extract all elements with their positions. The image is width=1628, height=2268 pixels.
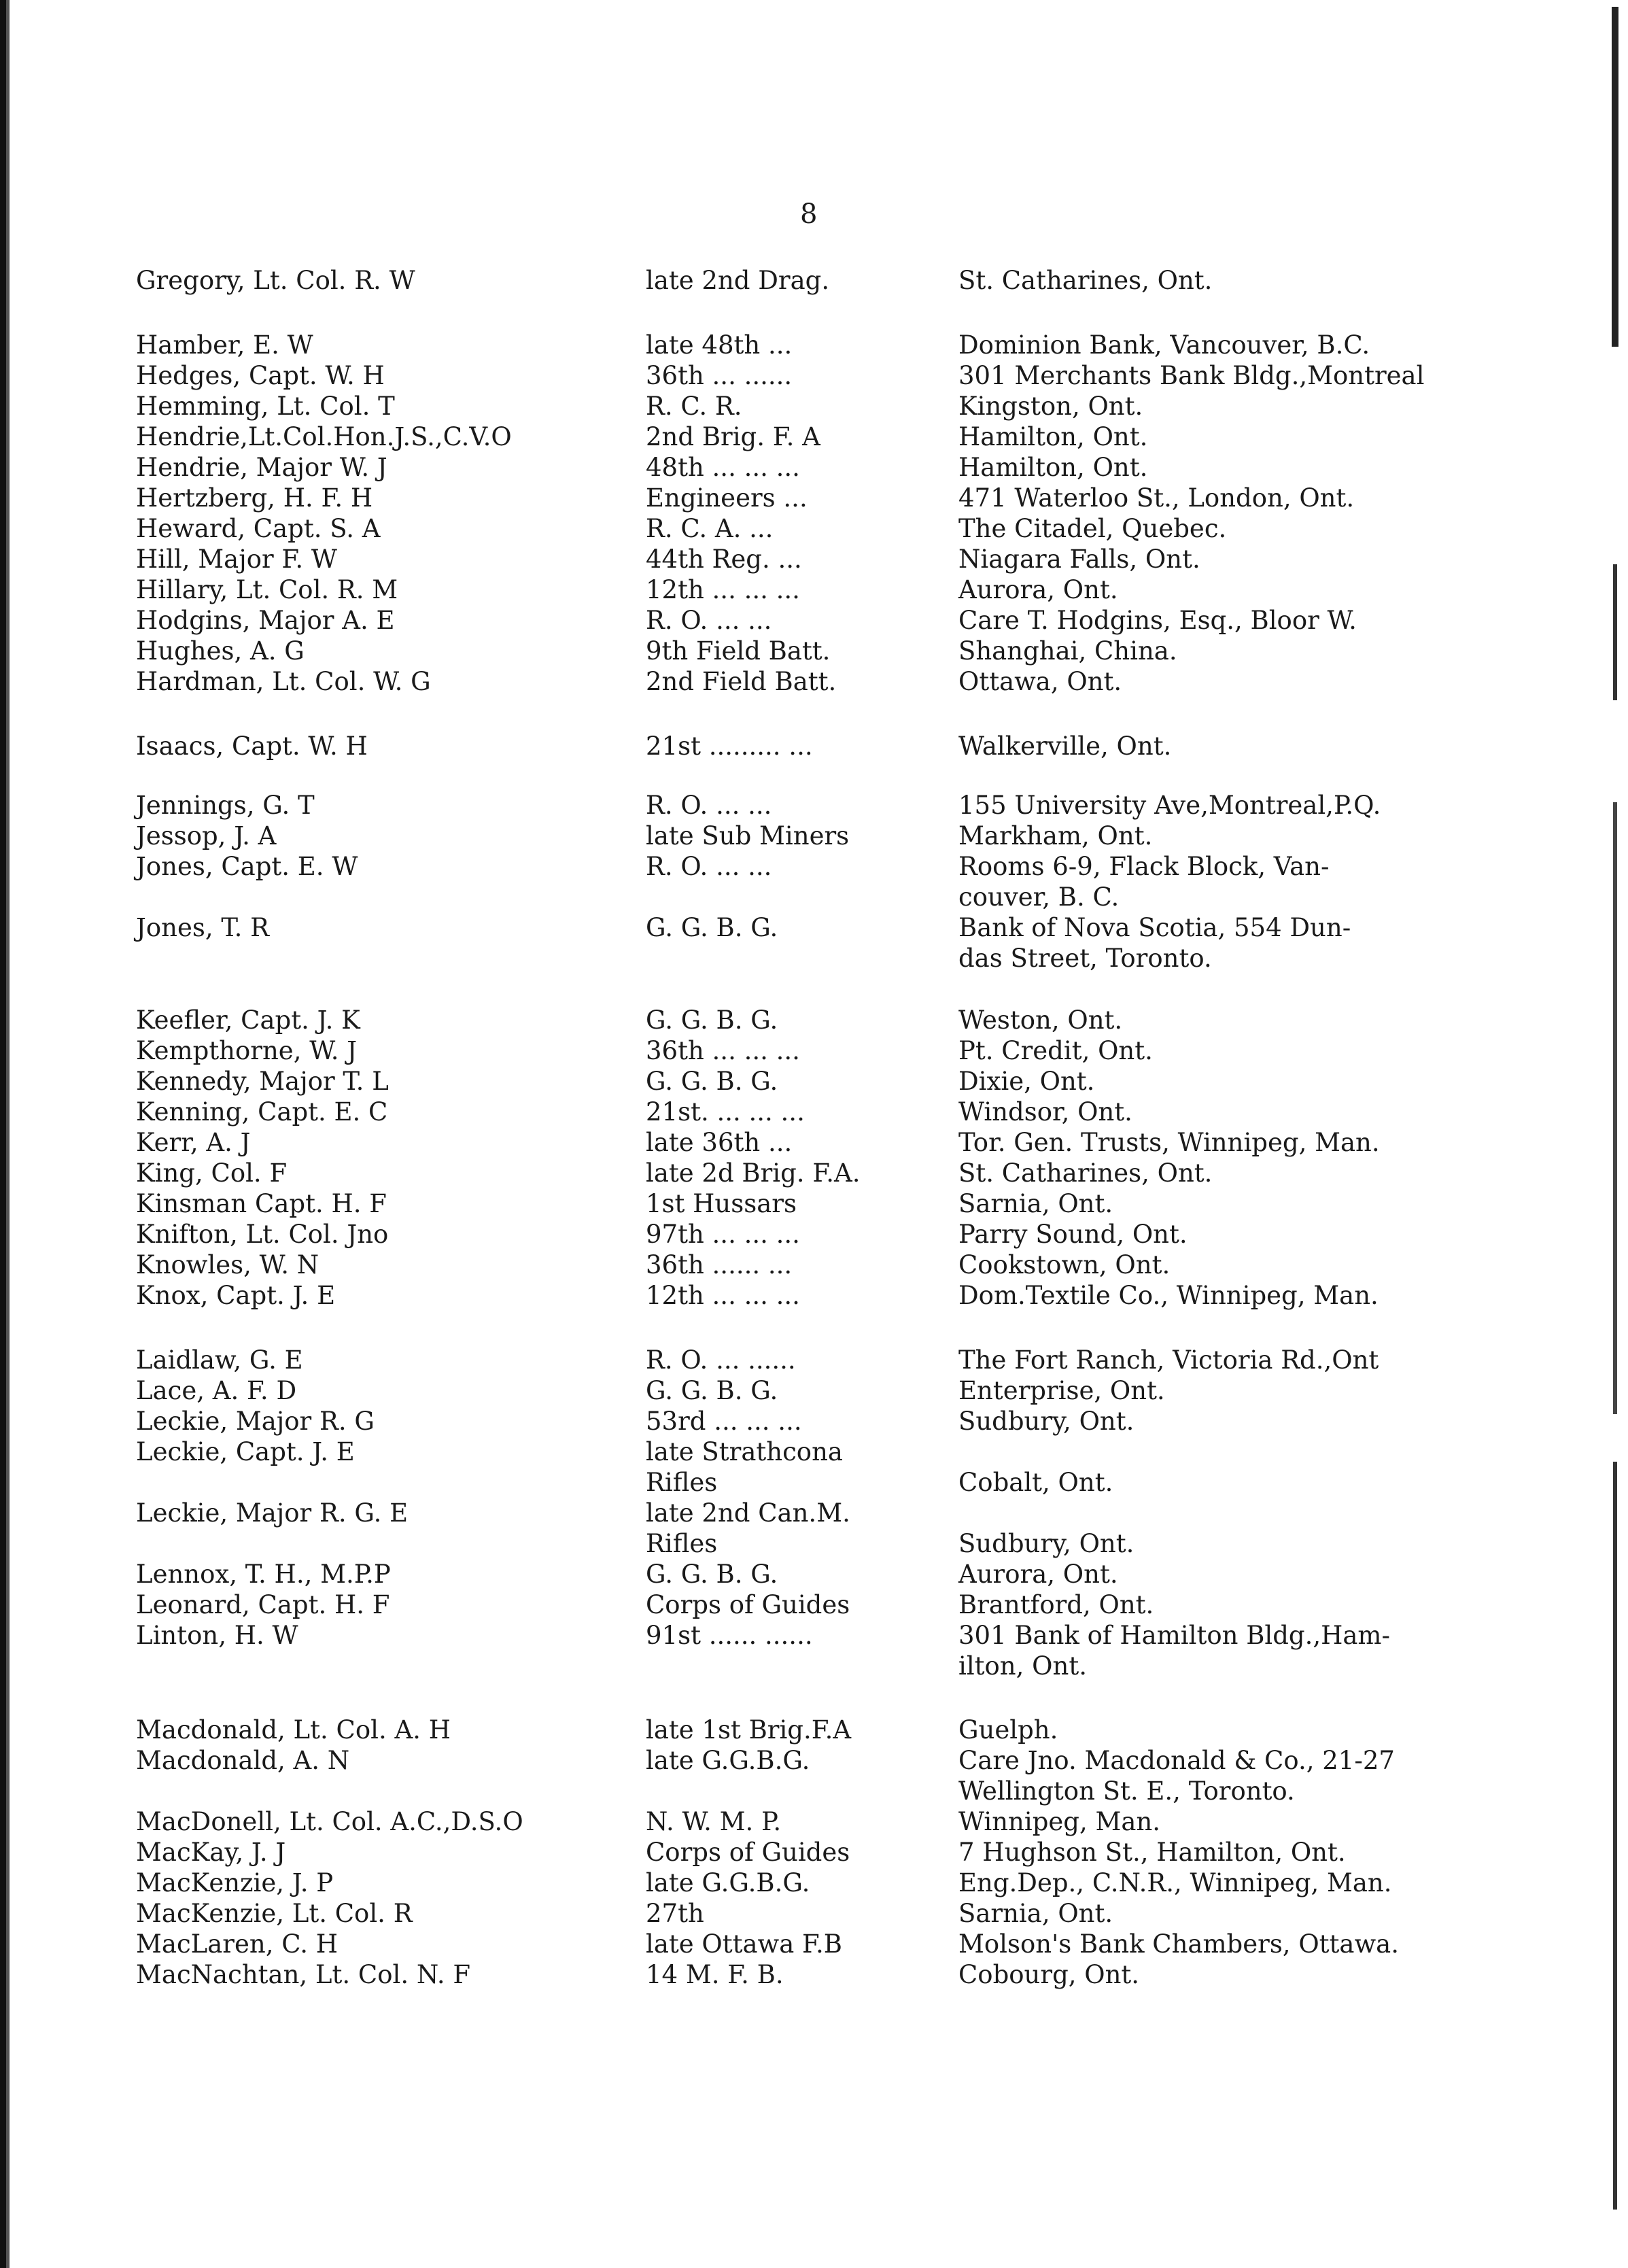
- page-number: 8: [800, 199, 818, 230]
- directory-entry: [136, 1375, 1495, 1407]
- entry-name: Leonard, Capt. H. F: [136, 1590, 390, 1619]
- entry-address: Care Jno. Macdonald & Co., 21-27: [958, 1746, 1395, 1775]
- directory-entry: [136, 1437, 1495, 1468]
- entry-name: King, Col. F: [136, 1158, 288, 1188]
- entry-address: 155 University Ave,Montreal,P.Q.: [958, 791, 1381, 820]
- entry-address: Sudbury, Ont.: [958, 1407, 1135, 1436]
- entry-unit: 9th Field Batt.: [646, 636, 831, 666]
- entry-address: Niagara Falls, Ont.: [958, 545, 1200, 574]
- entry-name: Knifton, Lt. Col. Jno: [136, 1220, 389, 1249]
- directory-entry: [136, 483, 1495, 514]
- entry-address: Cookstown, Ont.: [958, 1250, 1171, 1279]
- directory-entry: [136, 574, 1495, 606]
- entry-address: Eng.Dep., C.N.R., Winnipeg, Man.: [958, 1868, 1392, 1897]
- entry-address: Cobalt, Ont.: [958, 1468, 1113, 1497]
- entry-name: Hughes, A. G: [136, 636, 305, 666]
- directory-entry: [136, 605, 1495, 636]
- directory-entry: [136, 1868, 1495, 1899]
- entry-unit: late Ottawa F.B: [646, 1929, 842, 1959]
- entry-address: St. Catharines, Ont.: [958, 266, 1213, 295]
- entry-name: Lennox, T. H., M.P.P: [136, 1560, 391, 1589]
- entry-unit: 12th ... ... ...: [646, 1281, 800, 1310]
- entry-address: Hamilton, Ont.: [958, 422, 1148, 451]
- entry-name: Kempthorne, W. J: [136, 1036, 358, 1065]
- directory-entry: [136, 422, 1495, 453]
- entry-address: Wellington St. E., Toronto.: [958, 1776, 1295, 1806]
- entry-unit: 36th ... ......: [646, 361, 793, 390]
- directory-entry: [136, 1188, 1495, 1220]
- entry-unit: R. O. ... ...: [646, 852, 772, 881]
- directory-entry: [136, 1590, 1495, 1621]
- entry-unit: Corps of Guides: [646, 1590, 850, 1619]
- entry-name: MacKenzie, J. P: [136, 1868, 334, 1897]
- entry-unit: late 1st Brig.F.A: [646, 1715, 852, 1745]
- directory-entry: [136, 666, 1495, 698]
- entry-name: Keefler, Capt. J. K: [136, 1006, 360, 1035]
- entry-address: Sarnia, Ont.: [958, 1189, 1113, 1218]
- entry-name: Isaacs, Capt. W. H: [136, 732, 368, 761]
- entry-address: Bank of Nova Scotia, 554 Dun-: [958, 913, 1351, 942]
- entry-unit: 2nd Field Batt.: [646, 667, 837, 696]
- entry-name: Kerr, A. J: [136, 1128, 251, 1157]
- entry-name: Kenning, Capt. E. C: [136, 1097, 388, 1127]
- entry-address: ilton, Ont.: [958, 1651, 1087, 1681]
- entry-name: Kinsman Capt. H. F: [136, 1189, 387, 1218]
- entry-unit: 48th ... ... ...: [646, 453, 800, 482]
- directory-entry: [136, 821, 1495, 852]
- directory-entry: [136, 1406, 1495, 1437]
- entry-address: Walkerville, Ont.: [958, 732, 1172, 761]
- entry-unit: G. G. B. G.: [646, 1006, 778, 1035]
- entry-name: Macdonald, Lt. Col. A. H: [136, 1715, 451, 1745]
- entry-unit: 14 M. F. B.: [646, 1960, 784, 1989]
- entry-name: Linton, H. W: [136, 1621, 298, 1650]
- directory-entry: [136, 1250, 1495, 1281]
- entry-unit: 97th ... ... ...: [646, 1220, 800, 1249]
- directory-entry: [136, 1035, 1495, 1067]
- directory-entry: [136, 1097, 1495, 1128]
- directory-entry: [136, 943, 1495, 974]
- entry-address: Rooms 6-9, Flack Block, Van-: [958, 852, 1330, 881]
- entry-unit: late G.G.B.G.: [646, 1868, 810, 1897]
- entry-address: 301 Merchants Bank Bldg.,Montreal: [958, 361, 1425, 390]
- scan-edge-left: [0, 0, 14, 2268]
- entry-name: Hedges, Capt. W. H: [136, 361, 385, 390]
- entry-name: Leckie, Major R. G: [136, 1407, 375, 1436]
- entry-unit: 12th ... ... ...: [646, 575, 800, 604]
- scan-edge-right-mark: [1613, 802, 1617, 1414]
- entry-unit: G. G. B. G.: [646, 1560, 778, 1589]
- entry-address: Pt. Credit, Ont.: [958, 1036, 1153, 1065]
- entry-address: 7 Hughson St., Hamilton, Ont.: [958, 1838, 1346, 1867]
- entry-address: das Street, Toronto.: [958, 944, 1212, 973]
- directory-entry: [136, 1715, 1495, 1746]
- entry-unit: Rifles: [646, 1468, 718, 1497]
- entry-name: Gregory, Lt. Col. R. W: [136, 266, 415, 295]
- entry-name: Hamber, E. W: [136, 330, 313, 360]
- entry-name: Hemming, Lt. Col. T: [136, 392, 395, 421]
- entry-unit: R. O. ... ...: [646, 606, 772, 635]
- directory-entry: [136, 360, 1495, 392]
- entry-address: Weston, Ont.: [958, 1006, 1123, 1035]
- entry-address: 471 Waterloo St., London, Ont.: [958, 483, 1355, 513]
- entry-address: Dominion Bank, Vancouver, B.C.: [958, 330, 1370, 360]
- entry-address: Aurora, Ont.: [958, 1560, 1118, 1589]
- directory-entry: [136, 1959, 1495, 1991]
- entry-name: MacLaren, C. H: [136, 1929, 339, 1959]
- entry-name: Lace, A. F. D: [136, 1376, 297, 1405]
- entry-unit: G. G. B. G.: [646, 1376, 778, 1405]
- entry-unit: late 2d Brig. F.A.: [646, 1158, 861, 1188]
- entry-name: Hardman, Lt. Col. W. G: [136, 667, 431, 696]
- entry-unit: 36th ...... ...: [646, 1250, 793, 1279]
- entry-unit: G. G. B. G.: [646, 1067, 778, 1096]
- entry-address: Winnipeg, Man.: [958, 1807, 1161, 1836]
- directory-entry: [136, 1806, 1495, 1838]
- entry-address: Guelph.: [958, 1715, 1058, 1745]
- entry-address: Ottawa, Ont.: [958, 667, 1122, 696]
- entry-unit: G. G. B. G.: [646, 913, 778, 942]
- directory-entry: [136, 1280, 1495, 1311]
- entry-unit: 21st ......... ...: [646, 732, 813, 761]
- entry-unit: 1st Hussars: [646, 1189, 797, 1218]
- entry-name: Jones, T. R: [136, 913, 269, 942]
- entry-name: Hodgins, Major A. E: [136, 606, 395, 635]
- entry-unit: 2nd Brig. F. A: [646, 422, 820, 451]
- directory-entry: [136, 1498, 1495, 1529]
- entry-address: Enterprise, Ont.: [958, 1376, 1165, 1405]
- entry-address: Aurora, Ont.: [958, 575, 1118, 604]
- entry-address: Hamilton, Ont.: [958, 453, 1148, 482]
- directory-entry: [136, 882, 1495, 913]
- directory-entry: [136, 513, 1495, 545]
- entry-name: Hill, Major F. W: [136, 545, 337, 574]
- entry-name: Knox, Capt. J. E: [136, 1281, 336, 1310]
- directory-entry: [136, 1929, 1495, 1960]
- entry-name: Leckie, Major R. G. E: [136, 1498, 409, 1528]
- entry-address: Sarnia, Ont.: [958, 1899, 1113, 1928]
- entry-name: Knowles, W. N: [136, 1250, 319, 1279]
- directory-entry: [136, 1745, 1495, 1776]
- entry-unit: late Strathcona: [646, 1437, 843, 1466]
- entry-address: Dixie, Ont.: [958, 1067, 1095, 1096]
- entry-address: Care T. Hodgins, Esq., Bloor W.: [958, 606, 1357, 635]
- directory-entry: [136, 1005, 1495, 1036]
- directory-entry: [136, 1219, 1495, 1250]
- directory-entry: [136, 912, 1495, 944]
- directory-entry: [136, 636, 1495, 667]
- entry-address: Windsor, Ont.: [958, 1097, 1132, 1127]
- directory-entry: [136, 265, 1495, 296]
- entry-unit: late 2nd Drag.: [646, 266, 830, 295]
- entry-unit: late 2nd Can.M.: [646, 1498, 850, 1528]
- entry-address: Kingston, Ont.: [958, 392, 1143, 421]
- entry-name: Jones, Capt. E. W: [136, 852, 358, 881]
- entry-address: Tor. Gen. Trusts, Winnipeg, Man.: [958, 1128, 1380, 1157]
- directory-entry: [136, 1066, 1495, 1097]
- directory-entry: [136, 1528, 1495, 1560]
- entry-unit: late Sub Miners: [646, 821, 850, 850]
- entry-address: Shanghai, China.: [958, 636, 1177, 666]
- directory-entry: [136, 1620, 1495, 1651]
- directory-entry: [136, 1158, 1495, 1189]
- directory-entry: [136, 790, 1495, 821]
- entry-unit: 44th Reg. ...: [646, 545, 802, 574]
- entry-address: 301 Bank of Hamilton Bldg.,Ham-: [958, 1621, 1391, 1650]
- entry-address: Brantford, Ont.: [958, 1590, 1154, 1619]
- entry-name: Leckie, Capt. J. E: [136, 1437, 355, 1466]
- entry-unit: late G.G.B.G.: [646, 1746, 810, 1775]
- directory-entry: [136, 1127, 1495, 1158]
- entry-name: Heward, Capt. S. A: [136, 514, 381, 543]
- entry-address: The Fort Ranch, Victoria Rd.,Ont: [958, 1345, 1379, 1375]
- directory-entry: [136, 1345, 1495, 1376]
- entry-name: Macdonald, A. N: [136, 1746, 350, 1775]
- entry-unit: Engineers ...: [646, 483, 808, 513]
- entry-address: couver, B. C.: [958, 882, 1120, 912]
- entry-unit: 53rd ... ... ...: [646, 1407, 802, 1436]
- entry-address: Dom.Textile Co., Winnipeg, Man.: [958, 1281, 1379, 1310]
- entry-name: Laidlaw, G. E: [136, 1345, 303, 1375]
- entry-name: Kennedy, Major T. L: [136, 1067, 389, 1096]
- entry-unit: Rifles: [646, 1529, 718, 1558]
- directory-entry: [136, 452, 1495, 483]
- entry-address: Molson's Bank Chambers, Ottawa.: [958, 1929, 1399, 1959]
- entry-address: Cobourg, Ont.: [958, 1960, 1140, 1989]
- entry-name: Jennings, G. T: [136, 791, 315, 820]
- entry-address: Parry Sound, Ont.: [958, 1220, 1188, 1249]
- directory-entry: [136, 731, 1495, 762]
- entry-address: Markham, Ont.: [958, 821, 1153, 850]
- entry-name: Hertzberg, H. F. H: [136, 483, 373, 513]
- directory-entry: [136, 1559, 1495, 1590]
- entry-address: St. Catharines, Ont.: [958, 1158, 1213, 1188]
- directory-entry: [136, 1837, 1495, 1868]
- entry-unit: N. W. M. P.: [646, 1807, 782, 1836]
- entry-name: Hillary, Lt. Col. R. M: [136, 575, 398, 604]
- entry-unit: R. O. ... ......: [646, 1345, 796, 1375]
- entry-address: Sudbury, Ont.: [958, 1529, 1135, 1558]
- entry-name: MacKenzie, Lt. Col. R: [136, 1899, 413, 1928]
- entry-unit: Corps of Guides: [646, 1838, 850, 1867]
- directory-entry: [136, 851, 1495, 882]
- entry-unit: 91st ...... ......: [646, 1621, 813, 1650]
- directory-entry: [136, 1467, 1495, 1498]
- entry-unit: late 48th ...: [646, 330, 793, 360]
- entry-name: Hendrie, Major W. J: [136, 453, 387, 482]
- entry-unit: R. C. A. ...: [646, 514, 774, 543]
- directory-entry: [136, 391, 1495, 422]
- scan-edge-right-mark: [1613, 1462, 1617, 2210]
- scan-edge-right: [1612, 7, 1618, 347]
- scan-edge-right-mark: [1613, 564, 1617, 700]
- directory-entry: [136, 1651, 1495, 1682]
- entry-unit: R. C. R.: [646, 392, 742, 421]
- entry-unit: 21st. ... ... ...: [646, 1097, 805, 1127]
- directory-entry: [136, 1776, 1495, 1807]
- entry-name: MacNachtan, Lt. Col. N. F: [136, 1960, 471, 1989]
- entry-name: MacKay, J. J: [136, 1838, 286, 1867]
- entry-name: Jessop, J. A: [136, 821, 277, 850]
- entry-unit: R. O. ... ...: [646, 791, 772, 820]
- directory-entry: [136, 330, 1495, 361]
- entry-name: Hendrie,Lt.Col.Hon.J.S.,C.V.O: [136, 422, 512, 451]
- entry-unit: 27th: [646, 1899, 704, 1928]
- entry-unit: late 36th ...: [646, 1128, 793, 1157]
- entry-unit: 36th ... ... ...: [646, 1036, 800, 1065]
- directory-entry: [136, 544, 1495, 575]
- directory-entry: [136, 1898, 1495, 1929]
- entry-address: The Citadel, Quebec.: [958, 514, 1227, 543]
- entry-name: MacDonell, Lt. Col. A.C.,D.S.O: [136, 1807, 523, 1836]
